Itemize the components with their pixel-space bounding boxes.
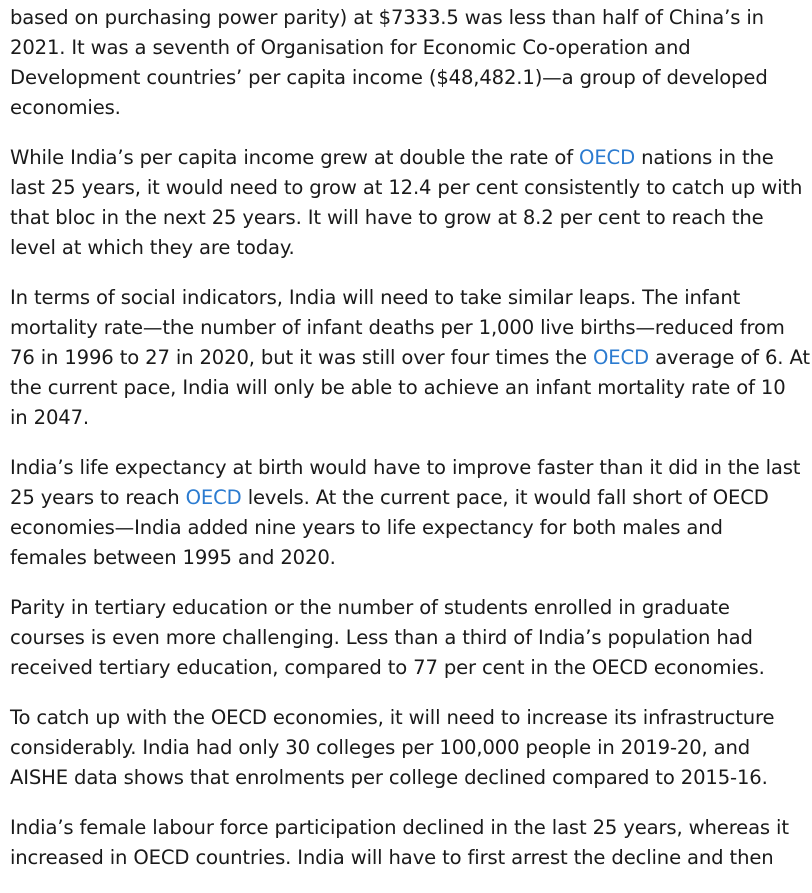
paragraph-text: India’s female labour force participation declined in the last 25 years, whereas it increased in OECD countries. India will have to first arrest the decline and then [10, 816, 789, 869]
paragraph-text: nations in the last 25 years, it would need to grow at 12.4 per cent consistently to catch up with that bloc in the next 25 years. It will have to grow at 8.2 per cent to reach the level at which they are today. [10, 146, 803, 259]
paragraph-text: based on purchasing power parity) at $7333.5 was less than half of China’s in 2021. It was a seventh of Organisation for Economic Co-operation and Development countries’ per capita income ($48,482.1)—a group of developed economies. [10, 6, 768, 119]
article-paragraph [10, 593, 810, 683]
oecd-link[interactable]: OECD [579, 146, 636, 169]
article-paragraph [10, 703, 810, 793]
article-paragraph [10, 453, 810, 573]
paragraph-text: Parity in tertiary education or the number of students enrolled in graduate courses is even more challenging. Less than a third of India’s population had received tertiary education, compared to 77 per cent in the OECD economies. [10, 596, 765, 679]
article-paragraph [10, 283, 810, 433]
paragraph-text: To catch up with the OECD economies, it will need to increase its infrastructure considerably. India had only 30 colleges per 100,000 people in 2019-20, and AISHE data shows that enrolments per college declined compared to 2015-16. [10, 706, 775, 789]
paragraph-text: average of 6. At the current pace, India will only be able to achieve an infant mortality rate of 10 in 2047. [10, 346, 810, 429]
paragraph-text: India’s life expectancy at birth would have to improve faster than it did in the last 25 years to reach [10, 456, 801, 509]
paragraph-text: levels. At the current pace, it would fall short of OECD economies—India added nine years to life expectancy for both males and females between 1995 and 2020. [10, 486, 769, 569]
oecd-link[interactable]: OECD [593, 346, 649, 369]
paragraph-text: While India’s per capita income grew at double the rate of [10, 146, 580, 169]
article-body [10, 3, 810, 893]
article-paragraph [10, 143, 810, 263]
article-paragraph [10, 3, 810, 123]
oecd-link[interactable]: OECD [185, 486, 242, 509]
paragraph-text: In terms of social indicators, India will need to take similar leaps. The infant mortality rate—the number of infant deaths per 1,000 live births—reduced from 76 in 1996 to 27 in 2020, but it was still over four times the [10, 286, 785, 369]
article-paragraph [10, 813, 810, 873]
